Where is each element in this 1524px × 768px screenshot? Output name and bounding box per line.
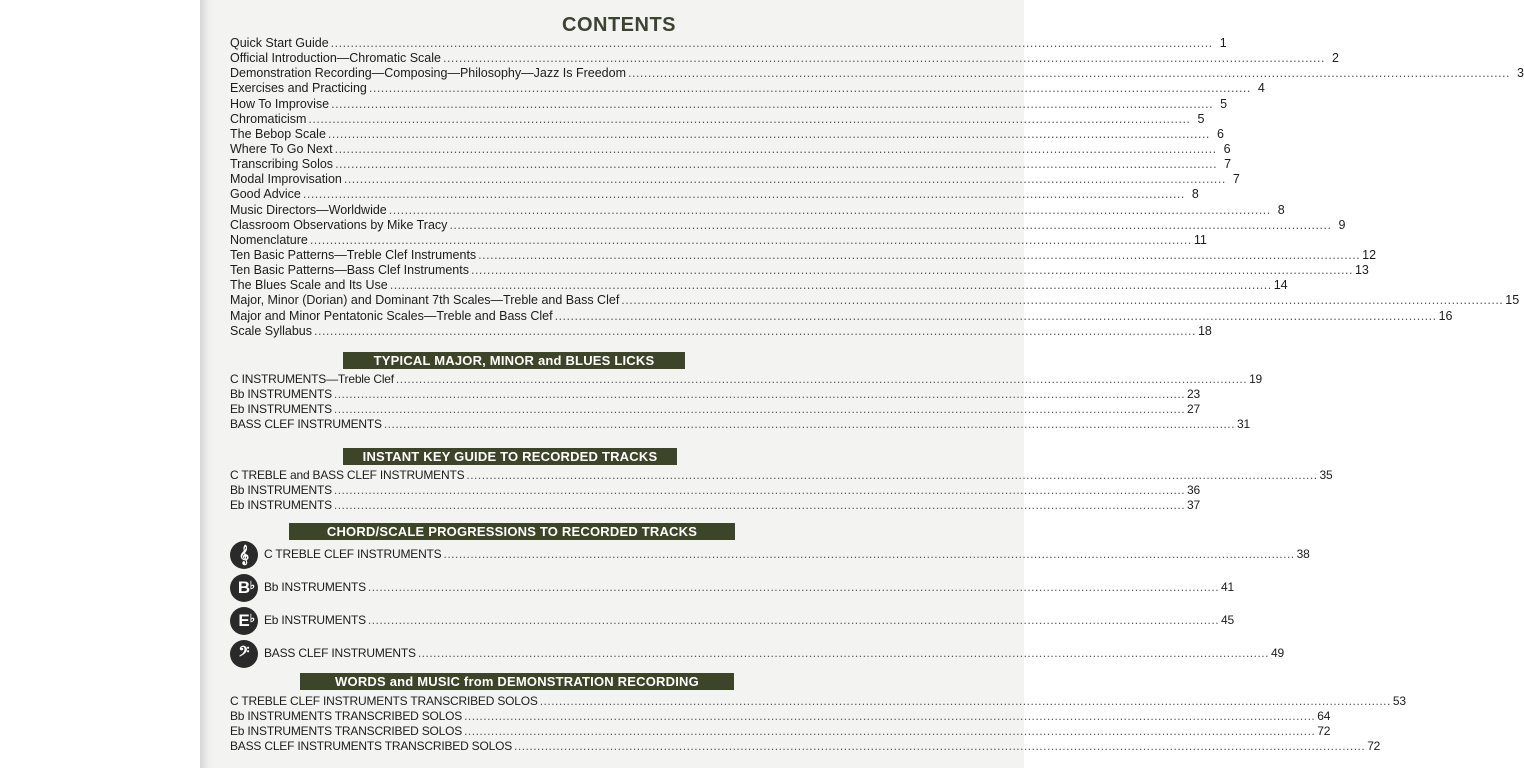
toc-entry-page-number: 19	[1249, 372, 1263, 386]
toc-main-list	[230, 36, 1524, 339]
toc-entry-label: BASS CLEF INSTRUMENTS TRANSCRIBED SOLOS	[230, 739, 513, 754]
toc-licks-list	[230, 372, 1263, 433]
dot-leader	[514, 739, 1365, 754]
toc-entry	[230, 372, 1263, 387]
toc-entry-label: The Bebop Scale	[230, 126, 326, 141]
left-margin	[0, 0, 200, 768]
toc-entry	[230, 709, 1331, 724]
toc-entry	[230, 278, 1288, 293]
document-page	[214, 0, 1524, 768]
toc-entry-page-number: 12	[1362, 247, 1377, 262]
dot-leader	[310, 233, 1192, 248]
toc-entry-label: Transcribing Solos	[230, 157, 334, 172]
section-heading-progressions: CHORD/SCALE PROGRESSIONS TO RECORDED TRACKS	[289, 523, 735, 540]
toc-entry-label: Bb INSTRUMENTS	[264, 579, 366, 594]
toc-entry-label: Nomenclature	[230, 232, 308, 247]
toc-entry-page-number: 45	[1221, 612, 1234, 627]
toc-entry	[264, 613, 1234, 628]
toc-entry-label: Exercises and Practicing	[230, 81, 367, 96]
toc-entry-page-number: 1	[1219, 36, 1227, 50]
dot-leader	[368, 613, 1219, 628]
toc-entry-label: C TREBLE and BASS CLEF INSTRUMENTS	[230, 468, 465, 482]
toc-entry-page-number: 9	[1338, 217, 1346, 232]
dot-leader	[443, 51, 1325, 66]
toc-entry-label: BASS CLEF INSTRUMENTS	[230, 417, 382, 432]
toc-entry	[230, 202, 1285, 218]
dot-leader	[464, 709, 1315, 724]
toc-entry	[230, 111, 1205, 127]
toc-entry-label: Demonstration Recording—Composing—Philosophy—Jazz Is Freedom	[230, 66, 627, 81]
dot-leader	[335, 157, 1217, 172]
dot-leader	[334, 387, 1185, 402]
toc-entry-label: Eb INSTRUMENTS	[230, 498, 332, 513]
dot-leader	[540, 694, 1391, 709]
toc-entry-page-number: 3	[1517, 66, 1524, 81]
toc-entry-label: Eb INSTRUMENTS TRANSCRIBED SOLOS	[230, 724, 463, 739]
toc-entry-with-icon	[230, 637, 1284, 670]
toc-entry	[230, 724, 1331, 739]
dot-leader	[331, 97, 1213, 112]
toc-entry-page-number: 4	[1257, 81, 1265, 96]
dot-leader	[314, 324, 1196, 339]
toc-entry-label: Chromaticism	[230, 111, 307, 126]
toc-entry-page-number: 23	[1187, 387, 1200, 402]
toc-entry	[230, 483, 1200, 498]
toc-key-guide-list	[230, 468, 1333, 513]
toc-entry-label: Major, Minor (Dorian) and Dominant 7th Scales—Treble and Bass Clef	[230, 293, 620, 308]
toc-entry	[230, 468, 1333, 483]
toc-entry	[230, 308, 1453, 324]
toc-entry-page-number: 16	[1438, 308, 1453, 323]
b-flat-icon: B ♭	[230, 574, 258, 602]
toc-progressions-list	[230, 538, 1310, 670]
dot-leader	[303, 187, 1185, 202]
toc-entry	[230, 36, 1227, 51]
e-flat-icon: E ♭	[230, 607, 258, 635]
toc-entry-with-icon	[230, 538, 1310, 571]
toc-entry	[230, 387, 1200, 402]
toc-entry-page-number: 64	[1317, 709, 1331, 724]
toc-entry	[230, 263, 1369, 278]
toc-entry	[230, 187, 1199, 202]
toc-entry	[264, 580, 1234, 595]
dot-leader	[334, 483, 1185, 498]
toc-entry-label: BASS CLEF INSTRUMENTS	[264, 645, 416, 660]
dot-leader	[396, 372, 1247, 387]
toc-entry-page-number: 41	[1221, 579, 1234, 594]
toc-entry-label: Bb INSTRUMENTS TRANSCRIBED SOLOS	[230, 709, 463, 724]
dot-leader	[344, 172, 1226, 187]
toc-entry-page-number: 5	[1220, 96, 1228, 111]
toc-entry-page-number: 15	[1505, 293, 1520, 308]
toc-entry	[230, 739, 1381, 754]
toc-entry-page-number: 8	[1277, 202, 1285, 217]
toc-entry-label: Classroom Observations by Mike Tracy	[230, 217, 448, 232]
toc-entry	[230, 323, 1212, 339]
toc-entry	[230, 172, 1240, 187]
toc-entry	[230, 402, 1200, 417]
toc-entry-page-number: 7	[1224, 157, 1232, 172]
toc-entry	[230, 141, 1231, 157]
dot-leader	[418, 646, 1269, 661]
dot-leader	[471, 263, 1353, 278]
dot-leader	[466, 468, 1317, 483]
dot-leader	[478, 248, 1360, 263]
section-heading-words-music: WORDS and MUSIC from DEMONSTRATION RECORDING	[300, 673, 734, 690]
toc-entry-label: Eb INSTRUMENTS	[264, 612, 366, 627]
dot-leader	[621, 293, 1503, 308]
toc-entry-with-icon	[230, 604, 1234, 637]
flat-sign-icon: ♭	[249, 612, 255, 625]
toc-entry	[230, 66, 1524, 81]
toc-entry-page-number: 6	[1223, 141, 1231, 156]
dot-leader	[334, 498, 1185, 513]
toc-entry	[230, 247, 1377, 263]
toc-entry-page-number: 13	[1354, 263, 1369, 278]
toc-entry	[230, 694, 1406, 709]
toc-entry-label: Official Introduction—Chromatic Scale	[230, 51, 441, 66]
dot-leader	[464, 724, 1315, 739]
dot-leader	[308, 112, 1190, 127]
toc-entry-label: Bb INSTRUMENTS	[230, 387, 332, 402]
section-heading-key-guide: INSTANT KEY GUIDE TO RECORDED TRACKS	[343, 448, 677, 465]
toc-entry-page-number: 5	[1197, 111, 1205, 126]
toc-entry-label: C TREBLE CLEF INSTRUMENTS	[264, 546, 442, 561]
dot-leader	[334, 402, 1185, 417]
toc-entry	[230, 157, 1232, 172]
toc-entry	[230, 232, 1207, 248]
toc-words-music-list	[230, 694, 1406, 755]
toc-entry-page-number: 7	[1232, 172, 1240, 187]
toc-entry	[230, 96, 1228, 112]
toc-entry-page-number: 6	[1216, 126, 1224, 141]
toc-entry-page-number: 11	[1193, 232, 1207, 247]
flat-sign-icon: ♭	[249, 579, 255, 592]
toc-entry	[230, 498, 1200, 513]
toc-entry	[230, 217, 1346, 233]
toc-entry-label: C INSTRUMENTS—Treble Clef	[230, 372, 394, 386]
toc-entry-page-number: 27	[1187, 402, 1200, 417]
dot-leader	[389, 203, 1271, 218]
toc-entry-label: Good Advice	[230, 187, 301, 202]
toc-entry-with-icon	[230, 571, 1234, 604]
dot-leader	[628, 66, 1510, 81]
toc-entry	[230, 81, 1265, 96]
toc-entry-label: C TREBLE CLEF INSTRUMENTS TRANSCRIBED SOLOS	[230, 694, 538, 708]
dot-leader	[369, 81, 1251, 96]
toc-entry-label: Major and Minor Pentatonic Scales—Treble and Bass Clef	[230, 308, 553, 323]
toc-entry-label: Scale Syllabus	[230, 323, 312, 338]
toc-entry-page-number: 36	[1187, 483, 1200, 498]
toc-entry	[230, 51, 1339, 66]
page-title: CONTENTS	[562, 14, 676, 36]
dot-leader	[449, 218, 1331, 233]
toc-entry	[230, 417, 1250, 432]
toc-entry	[230, 293, 1520, 308]
dot-leader	[335, 142, 1217, 157]
toc-entry-label: Bb INSTRUMENTS	[230, 483, 332, 498]
toc-entry	[230, 126, 1224, 142]
toc-entry-label: Modal Improvisation	[230, 172, 342, 187]
toc-entry	[264, 547, 1310, 562]
treble-clef-icon: 𝄞	[230, 541, 258, 569]
toc-entry-label: Eb INSTRUMENTS	[230, 402, 332, 417]
toc-entry-label: Quick Start Guide	[230, 36, 329, 50]
toc-entry-page-number: 35	[1319, 468, 1333, 482]
toc-entry-label: How To Improvise	[230, 96, 330, 111]
toc-entry	[264, 646, 1284, 661]
page-edge	[200, 0, 214, 768]
toc-entry-page-number: 49	[1270, 645, 1284, 660]
toc-entry-page-number: 53	[1392, 694, 1406, 708]
bass-clef-icon: 𝄢	[230, 640, 258, 668]
toc-entry-page-number: 37	[1187, 498, 1200, 513]
dot-leader	[384, 417, 1235, 432]
toc-entry-page-number: 14	[1273, 278, 1288, 293]
toc-entry-page-number: 8	[1191, 187, 1199, 202]
dot-leader	[328, 127, 1210, 142]
dot-leader	[390, 278, 1272, 293]
dot-leader	[443, 547, 1294, 562]
dot-leader	[331, 36, 1213, 51]
toc-entry-label: Ten Basic Patterns—Treble Clef Instruments	[230, 247, 477, 262]
toc-entry-page-number: 38	[1296, 546, 1310, 561]
dot-leader	[368, 580, 1219, 595]
toc-entry-page-number: 31	[1236, 417, 1250, 432]
toc-entry-page-number: 72	[1367, 739, 1381, 754]
toc-entry-page-number: 18	[1197, 323, 1212, 338]
toc-entry-label: Where To Go Next	[230, 141, 333, 156]
toc-entry-label: The Blues Scale and Its Use	[230, 278, 388, 293]
section-heading-licks: TYPICAL MAJOR, MINOR and BLUES LICKS	[343, 352, 685, 369]
toc-entry-label: Ten Basic Patterns—Bass Clef Instruments	[230, 263, 469, 278]
toc-entry-page-number: 72	[1317, 724, 1331, 739]
toc-entry-page-number: 2	[1332, 51, 1339, 66]
dot-leader	[555, 309, 1437, 324]
toc-entry-label: Music Directors—Worldwide	[230, 202, 387, 217]
